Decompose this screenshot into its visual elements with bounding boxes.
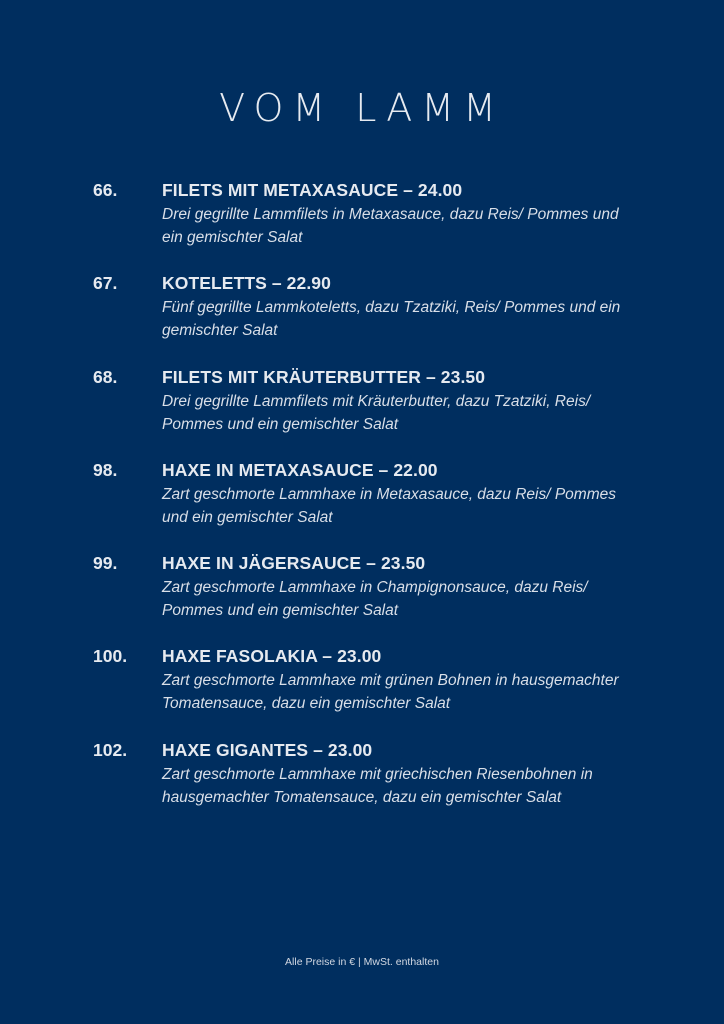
item-number: 67. [93,273,118,294]
menu-item [93,643,693,736]
item-number: 102. [93,739,128,760]
item-body [162,270,693,363]
item-title: HAXE IN METAXASAUCE – 22.00 [162,459,438,480]
item-body [162,737,693,830]
menu-item [93,364,693,457]
item-title: HAXE GIGANTES – 23.00 [162,739,373,760]
item-description: Drei gegrillte Lammfilets mit Kräuterbutter, dazu Tzatziki, Reis/ Pommes und ein gemischter Salat [162,392,591,433]
item-body [162,177,693,270]
item-body [162,550,693,643]
item-title: FILETS MIT KRÄUTERBUTTER – 23.50 [162,366,486,387]
item-title: HAXE IN JÄGERSAUCE – 23.50 [162,553,426,574]
item-description: Drei gegrillte Lammfilets in Metaxasauce, dazu Reis/ Pommes und ein gemischter Salat [162,206,619,246]
item-number: 98. [93,459,118,480]
item-body [162,457,693,550]
menu-item [93,550,693,643]
item-number: 68. [93,366,118,387]
page-title: VOM LAMM [219,86,505,130]
menu-item [93,270,693,363]
item-description: Zart geschmorte Lammhaxe in Metaxasauce, dazu Reis/ Pommes und ein gemischter Salat [162,485,616,526]
item-description: Zart geschmorte Lammhaxe mit grünen Bohnen in hausgemachter Tomatensauce, dazu ein gemischter Salat [162,672,619,713]
item-description: Zart geschmorte Lammhaxe in Champignonsauce, dazu Reis/ Pommes und ein gemischter Salat [162,579,588,620]
item-title: KOTELETTS – 22.90 [162,273,331,294]
item-title: HAXE FASOLAKIA – 23.00 [162,646,382,667]
item-number: 99. [93,553,118,574]
item-description: Zart geschmorte Lammhaxe mit griechischen Riesenbohnen in hausgemachter Tomatensauce, dazu ein gemischter Salat [162,765,593,806]
menu-item [93,457,693,550]
menu-list [93,177,693,830]
item-body [162,643,693,736]
menu-item [93,737,693,830]
menu-item [93,177,693,270]
item-number: 100. [93,646,128,667]
item-body [162,364,693,457]
item-title: FILETS MIT METAXASAUCE – 24.00 [162,180,463,200]
item-description: Fünf gegrillte Lammkoteletts, dazu Tzatziki, Reis/ Pommes und ein gemischter Salat [162,299,621,340]
footer-note: Alle Preise in € | MwSt. enthalten [285,956,439,968]
item-number: 66. [93,180,118,200]
